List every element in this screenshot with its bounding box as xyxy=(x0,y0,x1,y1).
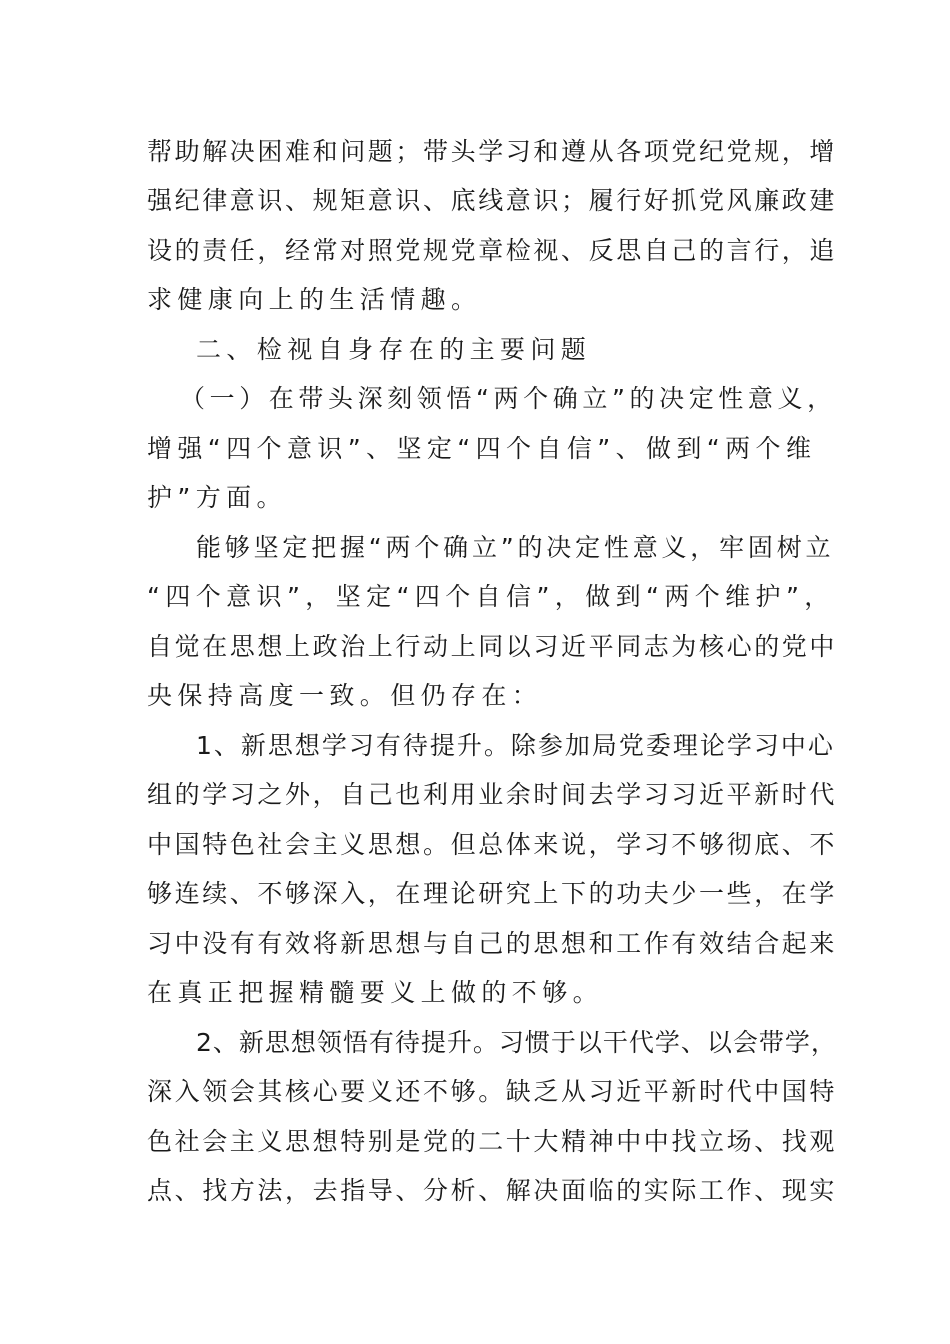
subsection-heading-cont: 增强“四个意识”、坚定“四个自信”、做到“两个维 xyxy=(147,434,817,463)
text-line: 点、找方法，去指导、分析、解决面临的实际工作、现实 xyxy=(147,1176,838,1205)
list-item-2-start: 2、新思想领悟有待提升。习惯于以干代学、以会带学， xyxy=(196,1028,837,1057)
text-line: 习中没有有效将新思想与自己的思想和工作有效结合起来 xyxy=(147,929,838,958)
text-line: 自觉在思想上政治上行动上同以习近平同志为核心的党中 xyxy=(147,632,838,661)
text-line: 组的学习之外，自己也利用业余时间去学习习近平新时代 xyxy=(147,780,838,809)
text-line: 求健康向上的生活情趣。 xyxy=(147,285,482,314)
subsection-heading-cont: 护”方面。 xyxy=(147,483,287,512)
text-line: 色社会主义思想特别是党的二十大精神中中找立场、找观 xyxy=(147,1127,838,1156)
text-line: 深入领会其核心要义还不够。缺乏从习近平新时代中国特 xyxy=(147,1077,838,1106)
text-line: 够连续、不够深入，在理论研究上下的功夫少一些，在学 xyxy=(147,879,838,908)
section-heading: 二、检视自身存在的主要问题 xyxy=(196,335,592,364)
text-line: “四个意识”，坚定“四个自信”，做到“两个维护”， xyxy=(147,582,835,611)
text-line: 设的责任，经常对照党规党章检视、反思自己的言行，追 xyxy=(147,236,838,265)
text-line: 帮助解决困难和问题；带头学习和遵从各项党纪党规，增 xyxy=(147,137,838,166)
paragraph-start: 能够坚定把握“两个确立”的决定性意义，牢固树立 xyxy=(196,533,835,562)
text-line: 中国特色社会主义思想。但总体来说，学习不够彻底、不 xyxy=(147,830,838,859)
subsection-heading: （一）在带头深刻领悟“两个确立”的决定性意义， xyxy=(180,384,837,413)
list-item-1-start: 1、新思想学习有待提升。除参加局党委理论学习中心 xyxy=(196,731,835,760)
text-line: 在真正把握精髓要义上做的不够。 xyxy=(147,978,604,1007)
text-line: 央保持高度一致。但仍存在： xyxy=(147,681,543,710)
text-line: 强纪律意识、规矩意识、底线意识；履行好抓党风廉政建 xyxy=(147,186,838,215)
